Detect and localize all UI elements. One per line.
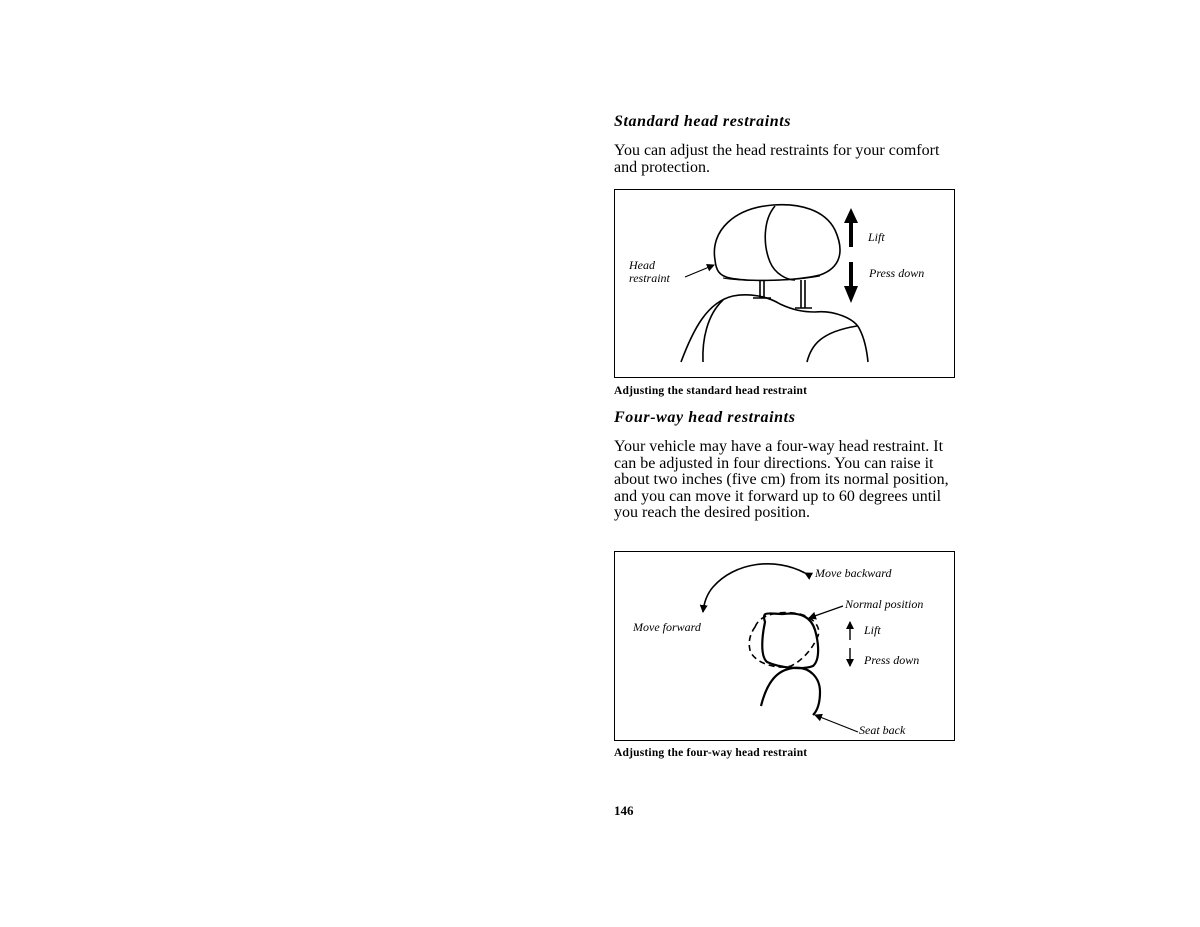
page-number: 146 bbox=[614, 803, 634, 818]
label-lift-four-way: Lift bbox=[864, 623, 881, 637]
section-paragraph-standard: You can adjust the head restraints for your comfort and protection. bbox=[614, 142, 940, 176]
normal-position-pointer-arrow bbox=[809, 606, 843, 618]
label-move-forward: Move forward bbox=[633, 620, 701, 634]
lift-arrow-icon bbox=[844, 208, 858, 247]
head-restraint-pointer-arrow bbox=[685, 265, 714, 277]
figure-standard-head-restraint bbox=[614, 189, 955, 378]
press-down-arrow-icon bbox=[844, 262, 858, 303]
seat-back-drawing bbox=[681, 295, 868, 362]
seat-back-outline bbox=[761, 668, 820, 715]
label-restraint: restraint bbox=[629, 271, 670, 285]
seat-back-pointer-arrow bbox=[815, 715, 858, 732]
figure-four-way-head-restraint bbox=[614, 551, 955, 741]
forward-position-drawing bbox=[749, 613, 819, 668]
section-paragraph-four-way: Your vehicle may have a four-way head restraint. It can be adjusted in four directions. You can raise it about two inches (five cm) from its normal position, and you can move it forward up to 60 degrees until you reach the desired position. bbox=[614, 438, 949, 522]
standard-head-restraint-illustration bbox=[615, 190, 954, 377]
label-press-down: Press down bbox=[869, 266, 925, 280]
rotation-arc-arrow bbox=[703, 564, 805, 612]
head-restraint-drawing bbox=[714, 205, 840, 308]
label-seat-back: Seat back bbox=[859, 723, 906, 737]
section-heading-standard: Standard head restraints bbox=[614, 113, 792, 130]
figure-caption-standard: Adjusting the standard head restraint bbox=[614, 385, 808, 397]
normal-position-drawing bbox=[762, 613, 818, 668]
four-way-head-restraint-illustration bbox=[615, 552, 954, 740]
figure-caption-four-way: Adjusting the four-way head restraint bbox=[614, 747, 808, 759]
label-press-down-four-way: Press down bbox=[864, 653, 920, 667]
label-lift: Lift bbox=[868, 230, 885, 244]
label-head: Head bbox=[629, 258, 655, 272]
label-normal-position: Normal position bbox=[845, 597, 924, 611]
label-move-backward: Move backward bbox=[815, 566, 892, 580]
section-heading-four-way: Four-way head restraints bbox=[614, 409, 796, 426]
